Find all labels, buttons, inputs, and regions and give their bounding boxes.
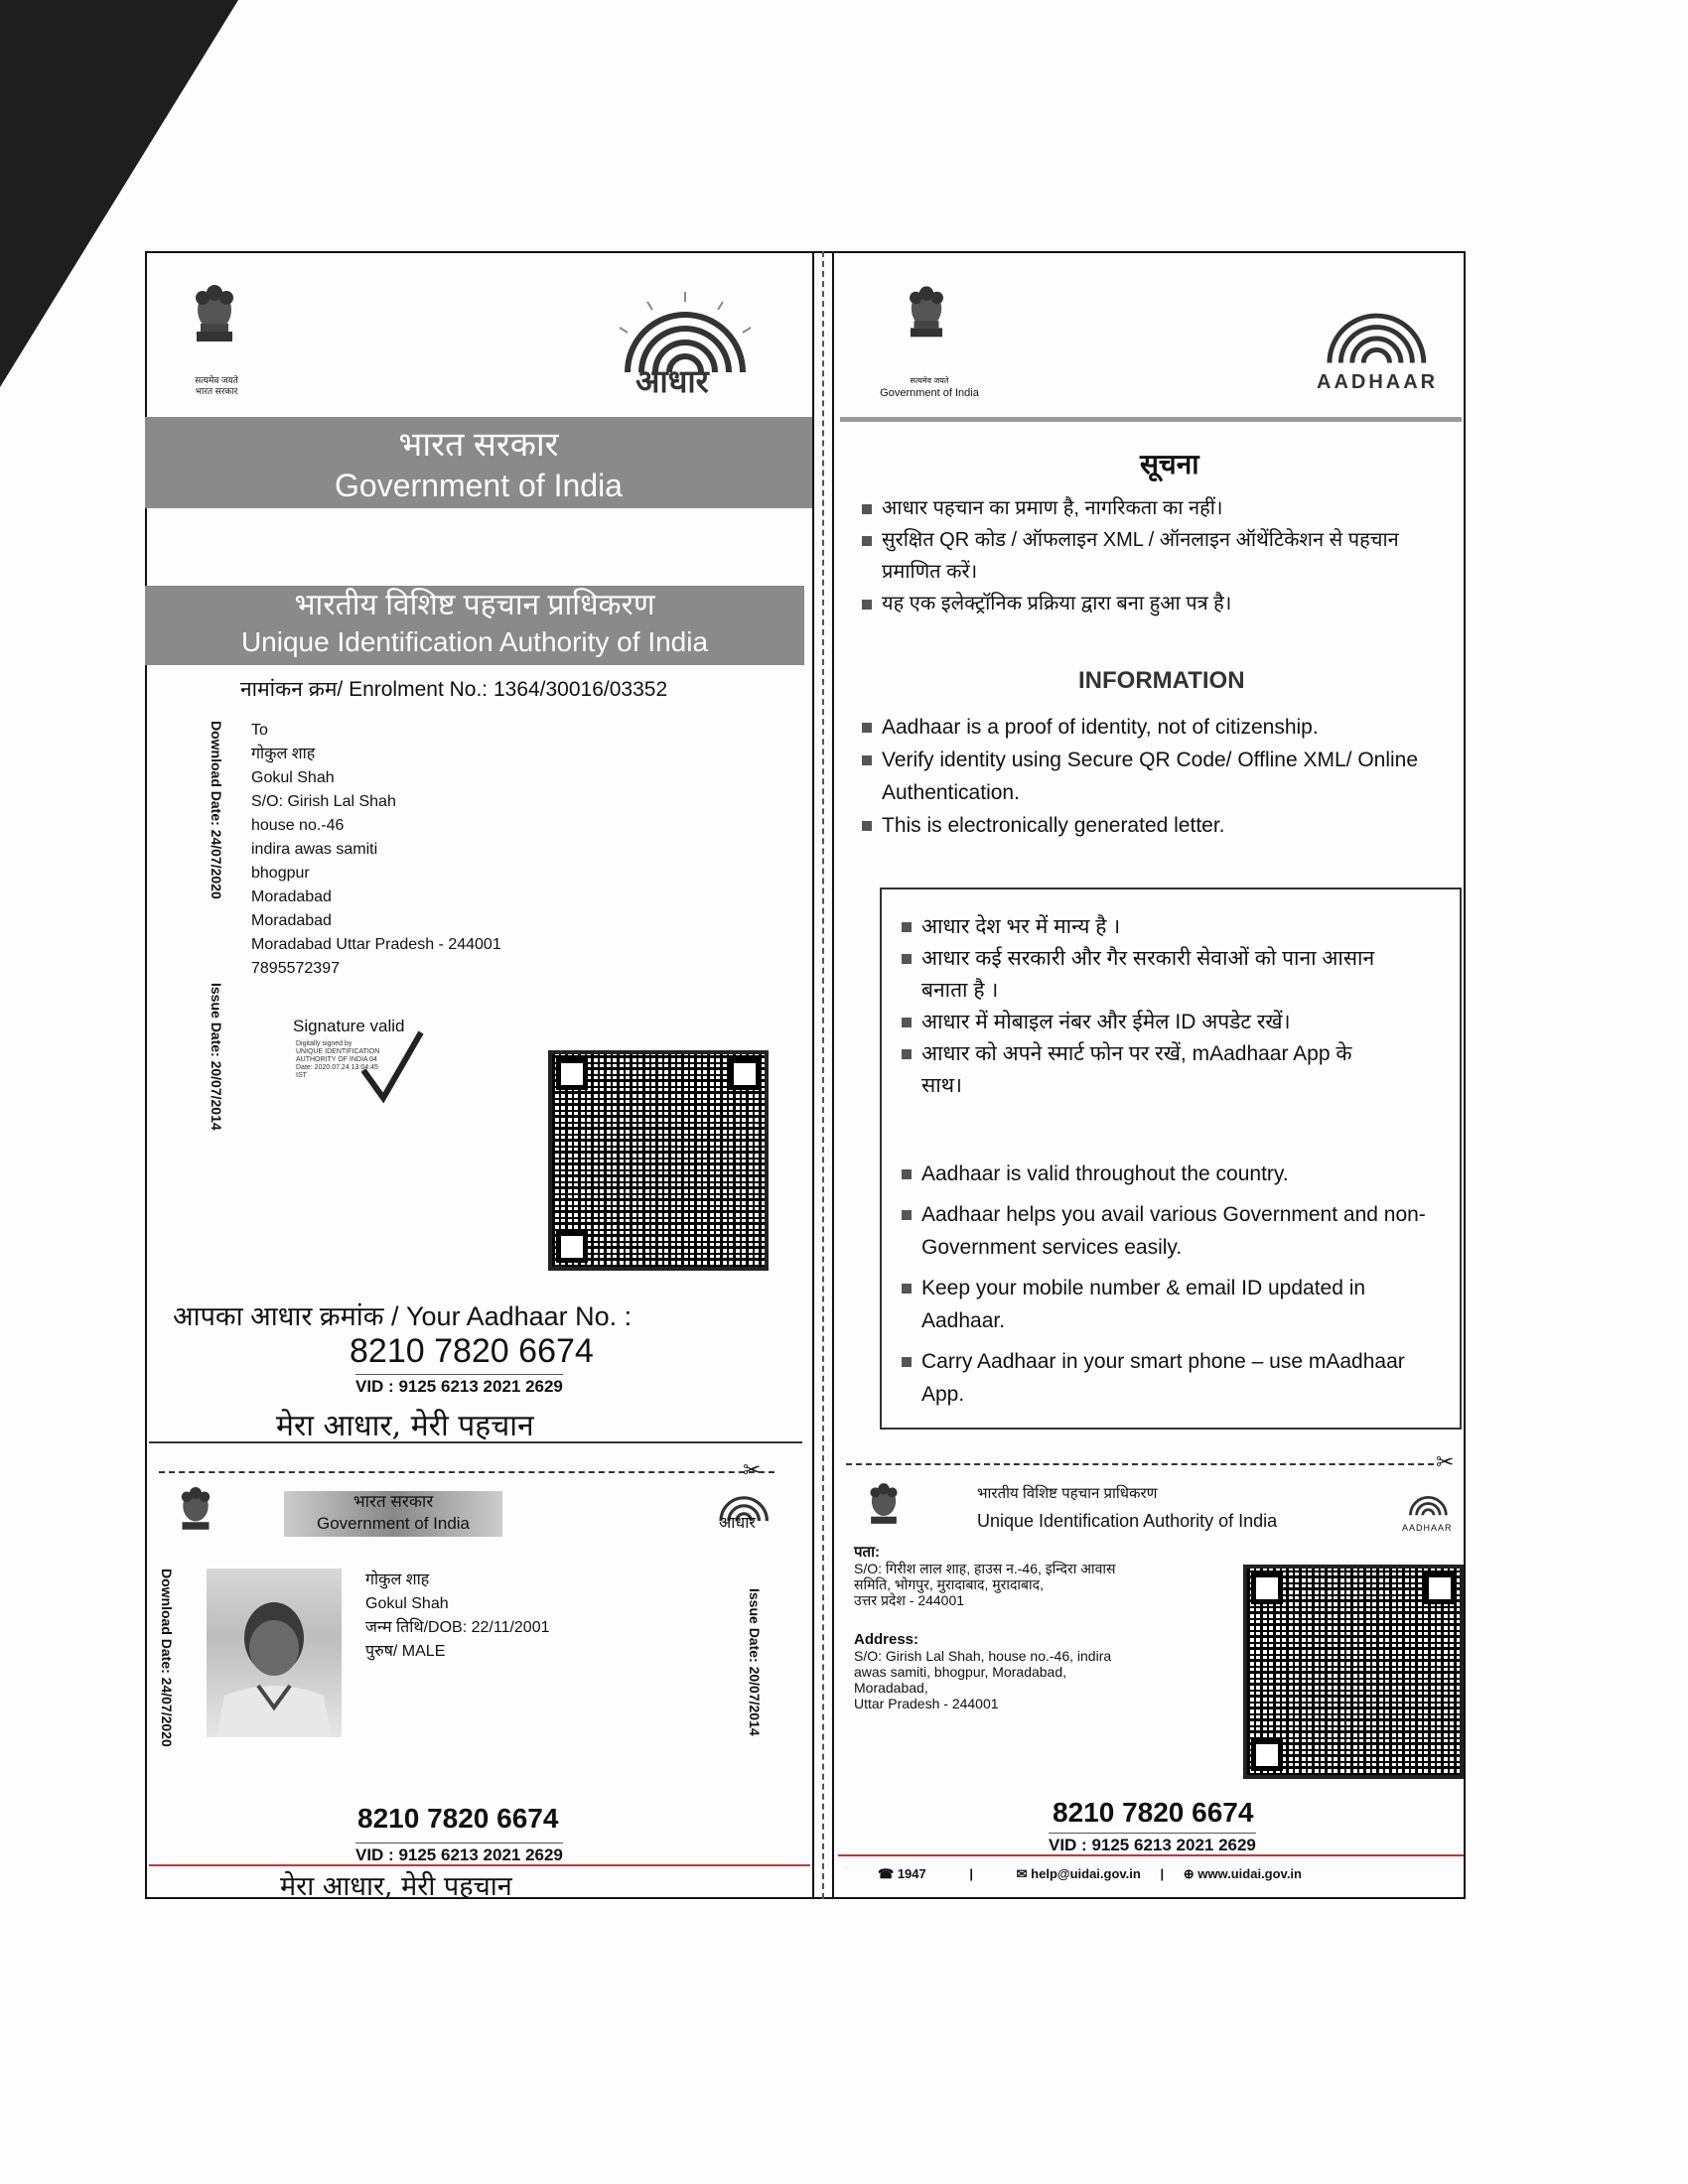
contact-footer: ☎ 1947 | ✉ help@uidai.gov.in | ⊕ www.uidai.gov.in: [878, 1866, 1302, 1881]
info-box-item: आधार में मोबाइल नंबर और ईमेल ID अपडेट रखें।: [902, 1007, 1378, 1038]
info-box-item: Aadhaar helps you avail various Government and non-Government services easily.: [902, 1198, 1428, 1264]
card-issue-date: Issue Date: 20/07/2014: [747, 1588, 763, 1736]
aadhaar-number-label: आपका आधार क्रमांक / Your Aadhaar No. :: [173, 1301, 633, 1331]
aadhaar-number: 8210 7820 6674: [350, 1332, 594, 1370]
card-gov-banner: [284, 1491, 502, 1537]
address-line: Gokul Shah: [251, 769, 335, 786]
address-line: 7895572397: [251, 960, 340, 977]
suchna-item: आधार पहचान का प्रमाण है, नागरिकता का नहीं।: [862, 492, 1438, 524]
card-aadhaar-number: 8210 7820 6674: [357, 1803, 559, 1834]
holder-name: Gokul Shah: [365, 1595, 449, 1612]
checkmark-icon: [357, 1026, 427, 1106]
emblem-caption: सत्यमेव जयते भारत सरकार: [195, 375, 238, 396]
info-box: [880, 887, 1462, 1430]
vid-number: VID : 9125 6213 2021 2629: [355, 1374, 563, 1397]
suchna-item: सुरक्षित QR कोड / ऑफलाइन XML / ऑनलाइन ऑथेंटिकेशन से पहचान प्रमाणित करें।: [862, 524, 1438, 588]
address-line: गोकुल शाह: [251, 746, 316, 762]
information-item: This is electronically generated letter.: [862, 809, 1487, 842]
cut-line: [159, 1471, 774, 1473]
national-emblem-icon: [902, 284, 951, 345]
download-date: Download Date: 24/07/2020: [209, 721, 224, 899]
national-emblem-icon: [175, 1485, 216, 1537]
info-box-item: Aadhaar is valid throughout the country.: [902, 1158, 1428, 1190]
pata-label: पता:: [854, 1544, 880, 1561]
card-aadhaar-number: 8210 7820 6674: [1053, 1797, 1254, 1828]
holder-gender: पुरुष/ MALE: [365, 1643, 446, 1660]
national-emblem-icon: [864, 1481, 904, 1531]
suchna-list: [862, 492, 1438, 619]
helpline-number: 1947: [897, 1866, 926, 1881]
address-line: Moradabad: [251, 888, 332, 905]
card-uidai-english: Unique Identification Authority of India: [977, 1511, 1278, 1531]
holder-dob: जन्म तिथि/DOB: 22/11/2001: [365, 1619, 550, 1636]
info-box-item: आधार कई सरकारी और गैर सरकारी सेवाओं को पाना आसान बनाता है ।: [902, 943, 1378, 1007]
signature-details: Digitally signed by UNIQUE IDENTIFICATION AUTHORITY OF INDIA 04 Date: 2020.07.24 13:04:45 IST: [296, 1040, 380, 1079]
card-vid: VID : 9125 6213 2021 2629: [1049, 1833, 1256, 1855]
issue-date: Issue Date: 20/07/2014: [209, 983, 224, 1131]
address-line: indira awas samiti: [251, 841, 378, 858]
address-line: To: [251, 722, 268, 739]
address-line: S/O: Girish Lal Shah: [251, 793, 396, 810]
scissors-icon: ✂: [743, 1457, 762, 1482]
information-item: Verify identity using Secure QR Code/ Offline XML/ Online Authentication.: [862, 744, 1487, 809]
header-rule: [840, 417, 1462, 422]
address-hindi: S/O: गिरीश लाल शाह, हाउस न.-46, इन्दिरा आवास समिति, भोगपुर, मुरादाबाद, मुरादाबाद, उत्तर प्रदेश - 244001: [854, 1561, 1116, 1608]
aadhaar-logo-text: आधार: [635, 362, 709, 400]
address-label: Address:: [854, 1631, 919, 1648]
enrolment-number: नामांकन क्रम/ Enrolment No.: 1364/30016/03352: [240, 678, 668, 701]
aadhaar-logo-icon: [1309, 294, 1448, 383]
globe-icon: ⊕: [1183, 1866, 1195, 1881]
card-vid: VID : 9125 6213 2021 2629: [355, 1843, 563, 1865]
aadhaar-logo-text: AADHAAR: [1317, 371, 1439, 393]
emblem-caption: सत्यमेव जयते Government of India: [880, 376, 979, 399]
information-list: [862, 711, 1487, 842]
info-box-item: आधार को अपने स्मार्ट फोन पर रखें, mAadhaar App के साथ।: [902, 1038, 1378, 1102]
holder-details: [365, 1569, 550, 1664]
address-english: S/O: Girish Lal Shah, house no.-46, indira awas samiti, bhogpur, Moradabad, Moradabad, Uttar Pradesh - 244001: [854, 1648, 1112, 1711]
separator-line: [149, 1441, 802, 1443]
recipient-address: [251, 719, 501, 981]
information-item: Aadhaar is a proof of identity, not of citizenship.: [862, 711, 1487, 744]
support-email[interactable]: help@uidai.gov.in: [1031, 1866, 1141, 1881]
uidai-hindi: भारतीय विशिष्ट पहचान प्राधिकरण: [294, 589, 655, 621]
holder-name-hindi: गोकुल शाह: [365, 1571, 430, 1588]
address-line: Moradabad Uttar Pradesh - 244001: [251, 936, 501, 953]
aadhaar-logo-text: AADHAAR: [1402, 1523, 1453, 1533]
address-line: Moradabad: [251, 912, 332, 929]
card-gov-hindi: भारत सरकार: [352, 1492, 434, 1511]
national-emblem-icon: [187, 284, 242, 349]
scissors-icon: ✂: [1436, 1449, 1455, 1474]
cut-divider: [812, 251, 834, 1899]
gov-hindi: भारत सरकार: [398, 426, 559, 464]
mail-icon: ✉: [1016, 1866, 1028, 1881]
holder-photo: [207, 1569, 342, 1737]
card-gov-english: Government of India: [316, 1514, 471, 1533]
card-red-rule: [838, 1854, 1464, 1856]
address-line: bhogpur: [251, 865, 310, 882]
info-box-item: Keep your mobile number & email ID updated in Aadhaar.: [902, 1272, 1428, 1337]
suchna-title: सूचना: [1140, 449, 1199, 479]
info-box-item: Carry Aadhaar in your smart phone – use mAadhaar App.: [902, 1345, 1428, 1411]
card-download-date: Download Date: 24/07/2020: [159, 1569, 175, 1747]
card-tagline: मेरा आधार, मेरी पहचान: [280, 1871, 512, 1902]
uidai-banner: [145, 586, 804, 665]
cut-line: [846, 1463, 1434, 1465]
card-qr-code: [1243, 1565, 1464, 1779]
info-box-english: [902, 1158, 1428, 1411]
aadhaar-logo-text: आधार: [719, 1513, 756, 1532]
gov-english: Government of India: [335, 468, 623, 503]
info-box-hindi: [902, 911, 1378, 1102]
aadhaar-logo-icon: [1402, 1489, 1456, 1523]
tagline: मेरा आधार, मेरी पहचान: [276, 1409, 534, 1443]
suchna-item: यह एक इलेक्ट्रॉनिक प्रक्रिया द्वारा बना हुआ पत्र है।: [862, 588, 1438, 619]
card-uidai-hindi: भारतीय विशिष्ट पहचान प्राधिकरण: [977, 1485, 1158, 1502]
gov-banner: [145, 417, 812, 508]
uidai-english: Unique Identification Authority of India: [240, 626, 709, 657]
signature-valid: Signature valid: [293, 1017, 405, 1035]
qr-code: [548, 1050, 769, 1271]
phone-icon: ☎: [878, 1866, 895, 1881]
address-line: house no.-46: [251, 817, 345, 834]
info-box-item: आधार देश भर में मान्य है ।: [902, 911, 1378, 943]
information-title: INFORMATION: [1078, 667, 1245, 694]
website-link[interactable]: www.uidai.gov.in: [1197, 1866, 1302, 1881]
